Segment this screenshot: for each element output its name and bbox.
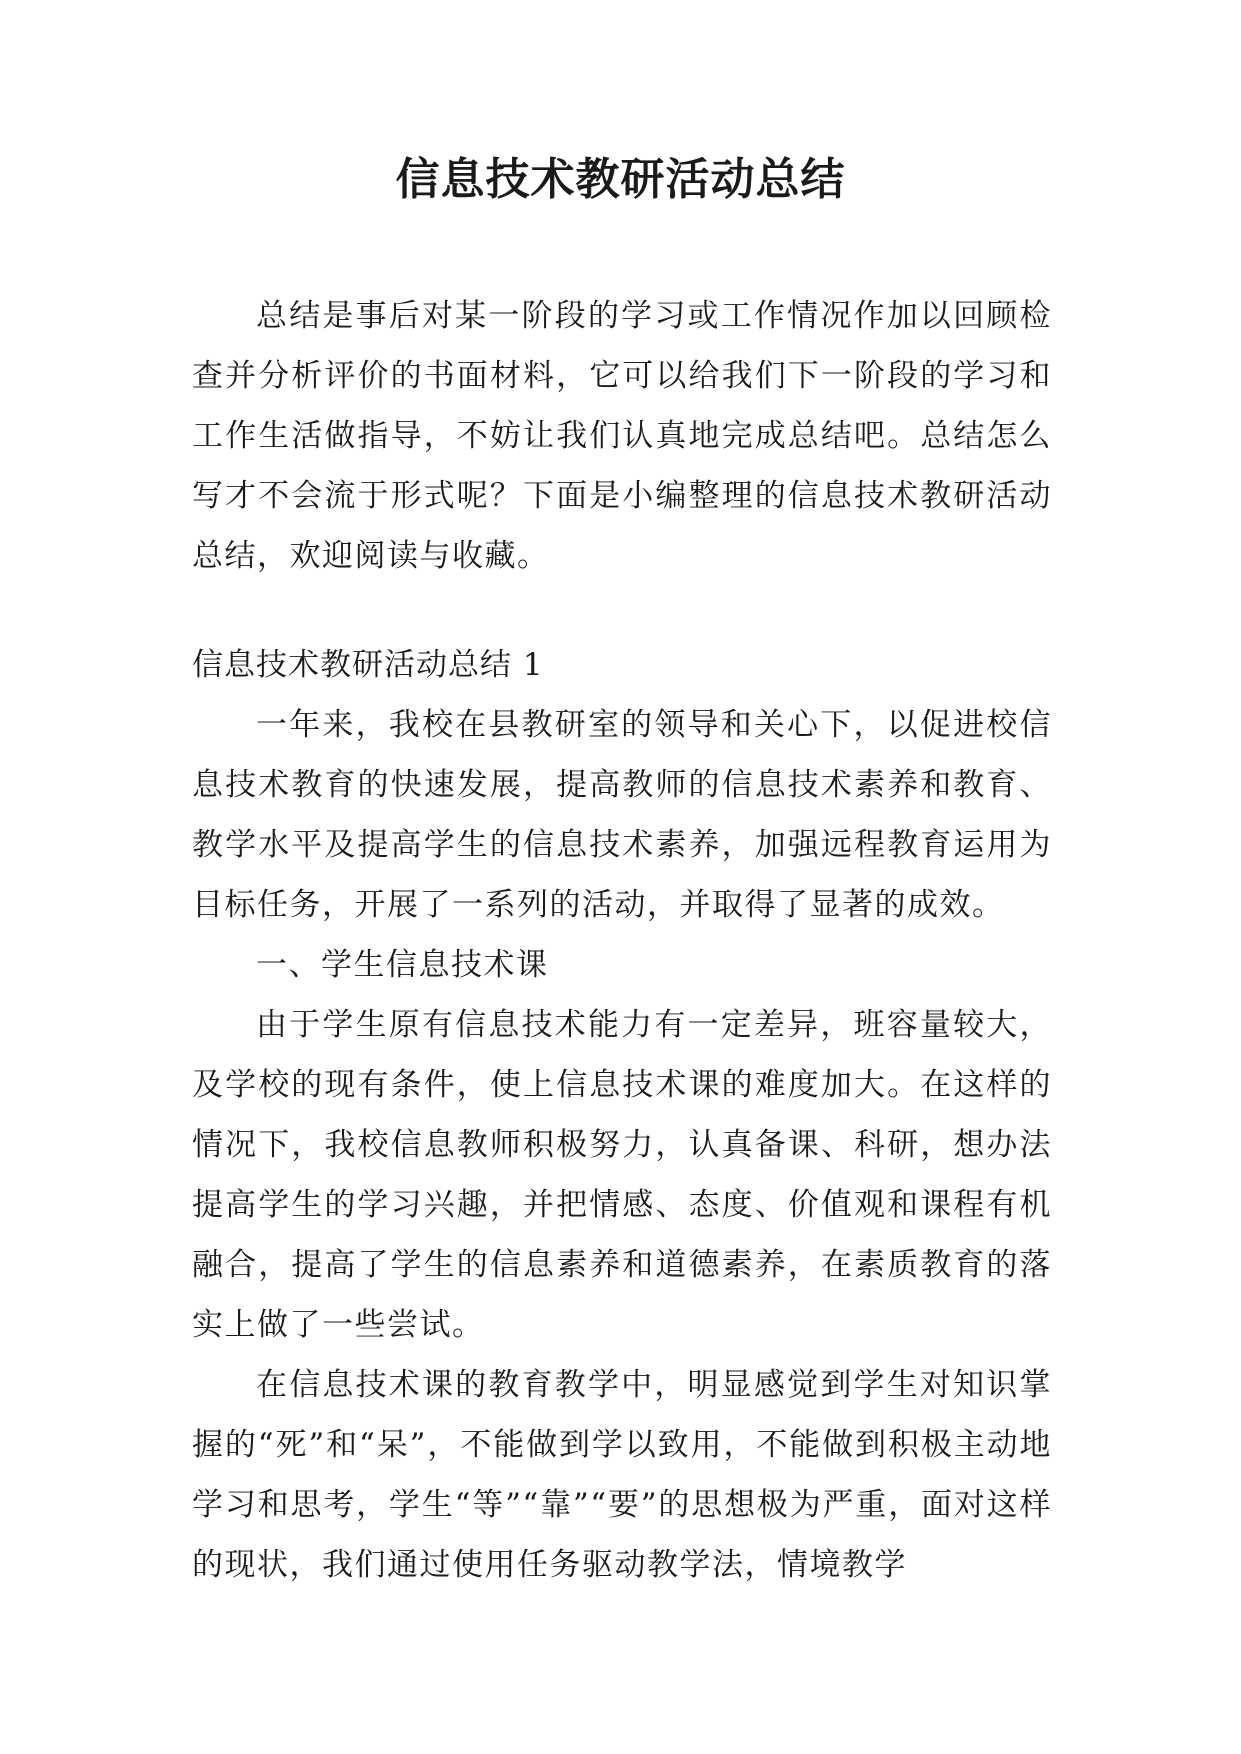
- intro-paragraph: 总结是事后对某一阶段的学习或工作情况作加以回顾检查并分析评价的书面材料，它可以给我们下一阶段的学习和工作生活做指导，不妨让我们认真地完成总结吧。总结怎么写才不会流于形式呢？下面是小编整理的信息技术教研活动总结，欢迎阅读与收藏。: [192, 298, 1052, 574]
- section-body: [192, 695, 1052, 1595]
- body-paragraph: 由于学生原有信息技术能力有一定差异，班容量较大，及学校的现有条件，使上信息技术课的难度加大。在这样的情况下，我校信息教师积极努力，认真备课、科研，想办法提高学生的学习兴趣，并把情感、态度、价值观和课程有机融合，提高了学生的信息素养和道德素养，在素质教育的落实上做了一些尝试。: [192, 1007, 1052, 1343]
- subsection-heading: 一、学生信息技术课: [256, 947, 549, 983]
- section-heading: 信息技术教研活动总结 1: [192, 647, 544, 683]
- body-paragraph: 一年来，我校在县教研室的领导和关心下，以促进校信息技术教育的快速发展，提高教师的信息技术素养和教育、教学水平及提高学生的信息技术素养，加强远程教育运用为目标任务，开展了一系列的活动，并取得了显著的成效。: [192, 707, 1052, 923]
- document-title: 信息技术教研活动总结: [395, 154, 846, 205]
- body-paragraph: 在信息技术课的教育教学中，明显感觉到学生对知识掌握的“死”和“呆”，不能做到学以致用，不能做到积极主动地学习和思考，学生“等”“靠”“要”的思想极为严重，面对这样的现状，我们通过使用任务驱动教学法，情境教学: [192, 1367, 1052, 1583]
